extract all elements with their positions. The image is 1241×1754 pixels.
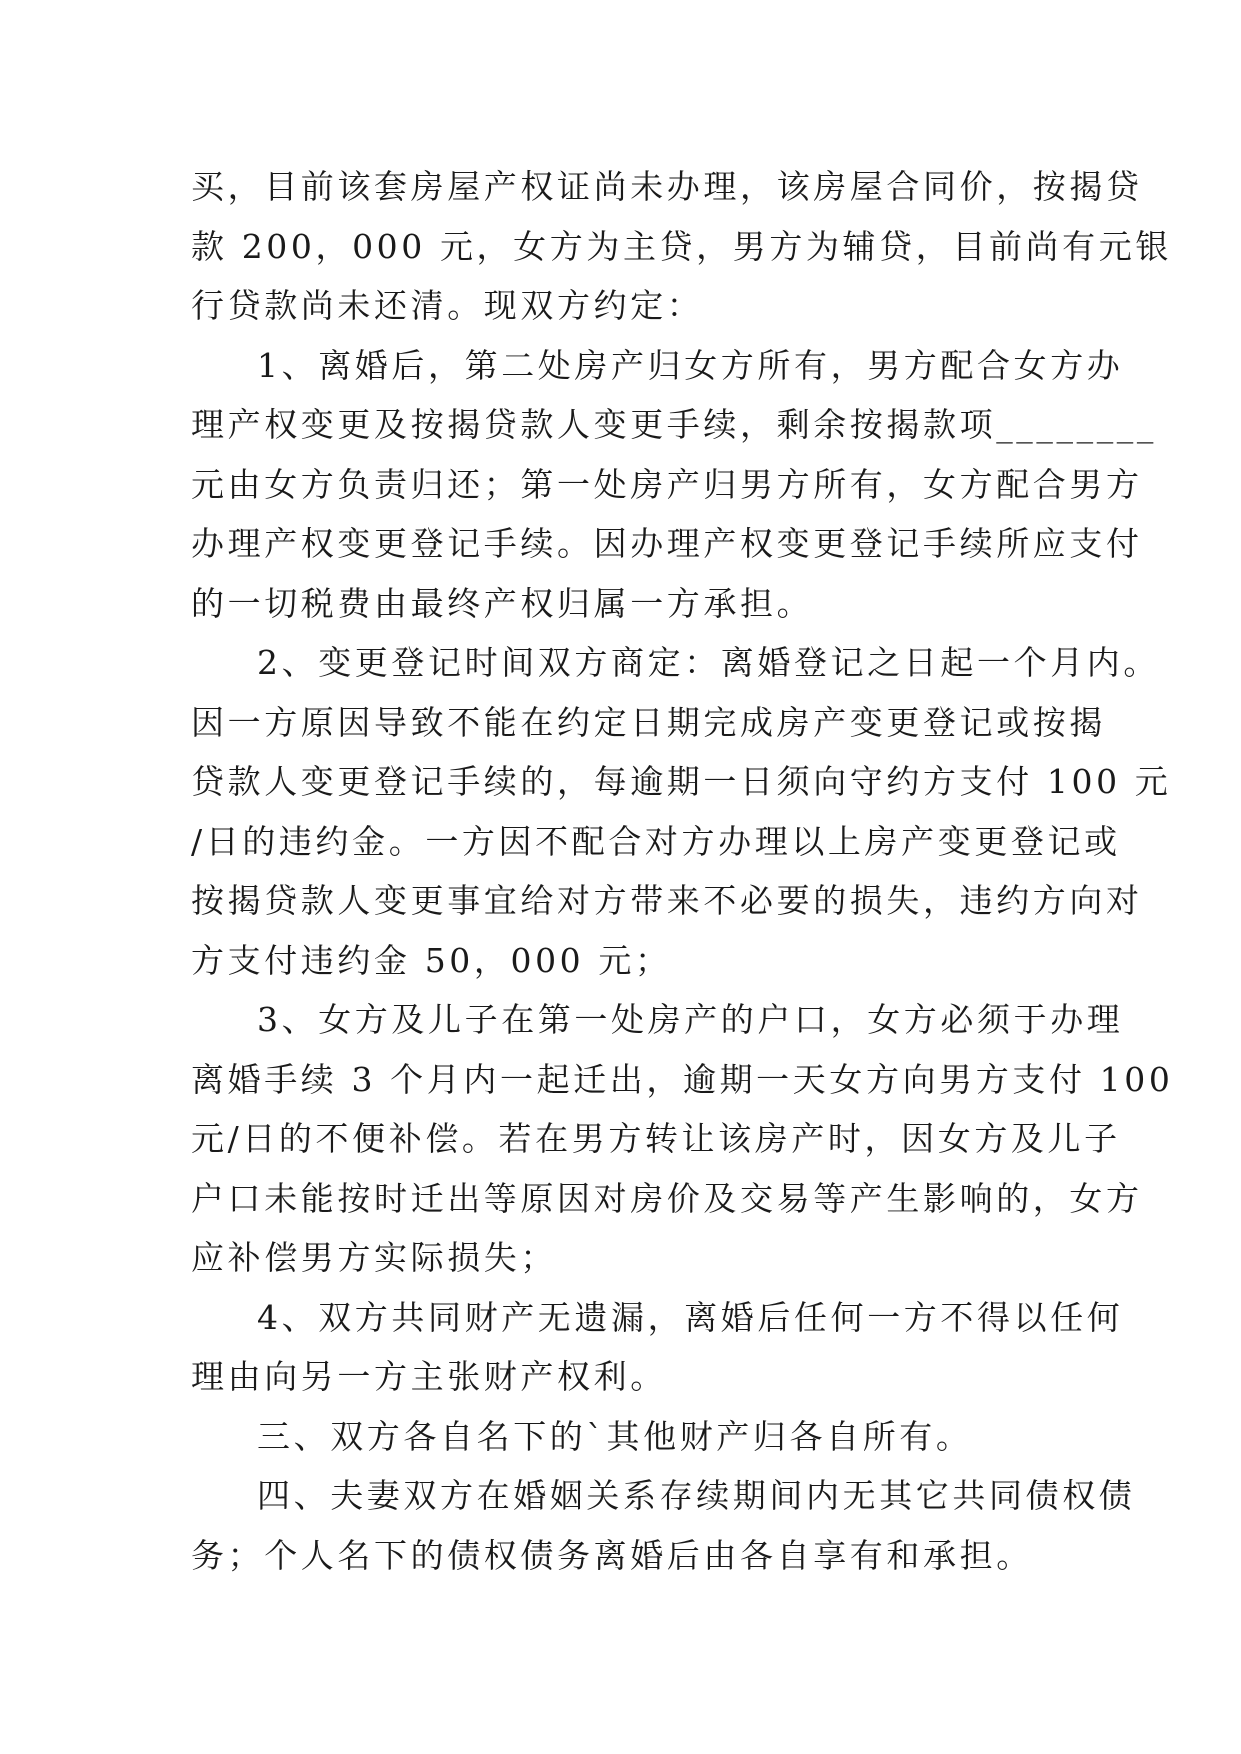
document-body (191, 157, 1174, 1585)
text-line: 按揭贷款人变更事宜给对方带来不必要的损失，违约方向对 (191, 881, 1143, 920)
text-line: 离婚手续 3 个月内一起迁出，逾期一天女方向男方支付 100 (191, 1059, 1174, 1099)
text-line: 买，目前该套房屋产权证尚未办理，该房屋合同价，按揭贷 (191, 167, 1143, 206)
text-line: 元由女方负责归还；第一处房产归男方所有，女方配合男方 (191, 464, 1143, 504)
text-line: 办理产权变更登记手续。因办理产权变更登记手续所应支付 (191, 524, 1143, 563)
text-line: 理由向另一方主张财产权利。 (191, 1357, 667, 1396)
text-line: 1、离婚后，第二处房产归女方所有，男方配合女方办 (257, 345, 1124, 385)
text-line: 贷款人变更登记手续的，每逾期一日须向守约方支付 100 元 (191, 762, 1172, 801)
text-line: 方支付违约金 50，000 元； (191, 940, 672, 980)
text-line: 因一方原因导致不能在约定日期完成房产变更登记或按揭 (191, 702, 1106, 742)
text-line: 元/日的不便补偿。若在男方转让该房产时，因女方及儿子 (191, 1119, 1121, 1158)
text-line: 理产权变更及按揭贷款人变更手续，剩余按揭款项________ (191, 405, 1157, 444)
text-line: 四、夫妻双方在婚姻关系存续期间内无其它共同债权债 (257, 1476, 1136, 1515)
text-line: 的一切税费由最终产权归属一方承担。 (191, 583, 814, 623)
text-line: 3、女方及儿子在第一处房产的户口，女方必须于办理 (257, 1000, 1124, 1039)
text-line: 户口未能按时迁出等原因对房价及交易等产生影响的，女方 (191, 1178, 1143, 1218)
text-line: 三、双方各自名下的`其他财产归各自所有。 (257, 1416, 973, 1456)
text-line: 4、双方共同财产无遗漏，离婚后任何一方不得以任何 (257, 1297, 1124, 1337)
text-line: 款 200，000 元，女方为主贷，男方为辅贷，目前尚有元银 (191, 226, 1172, 266)
text-line: 行贷款尚未还清。现双方约定： (191, 286, 704, 325)
text-line: 应补偿男方实际损失； (191, 1238, 557, 1277)
text-line: 务；个人名下的债权债务离婚后由各自享有和承担。 (191, 1535, 1033, 1575)
text-line: /日的违约金。一方因不配合对方办理以上房产变更登记或 (191, 821, 1121, 861)
text-line: 2、变更登记时间双方商定：离婚登记之日起一个月内。 (257, 643, 1160, 682)
